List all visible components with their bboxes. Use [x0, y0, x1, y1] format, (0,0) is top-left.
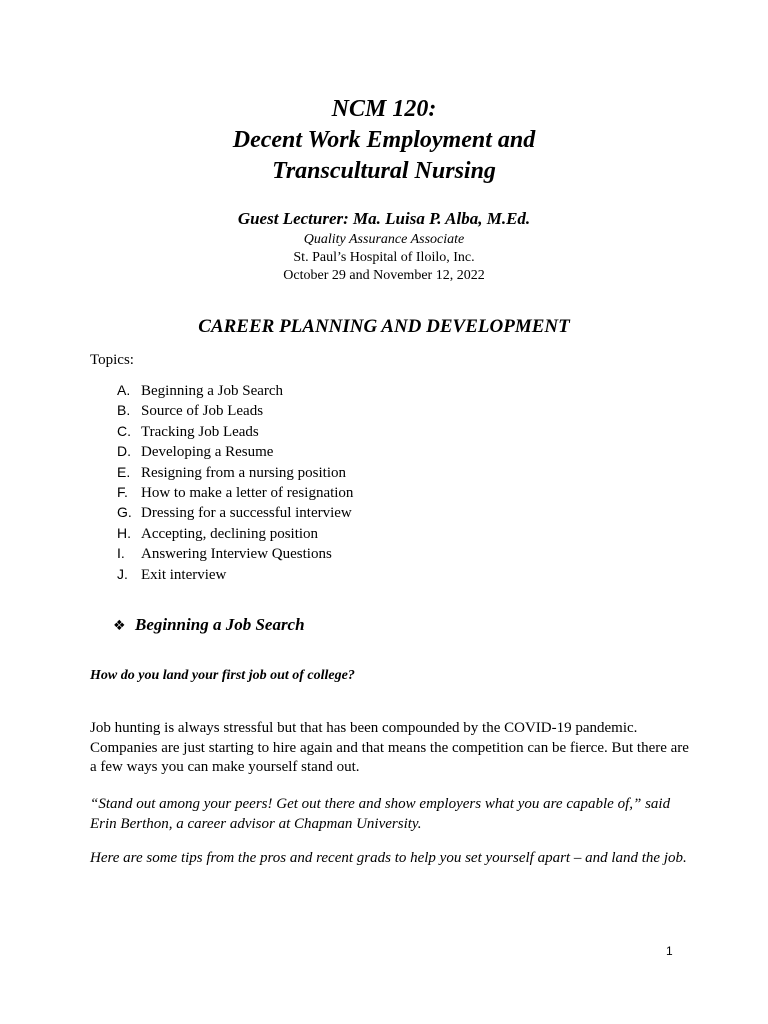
topic-text: Source of Job Leads	[141, 403, 264, 420]
lecturer-name: Guest Lecturer: Ma. Luisa P. Alba, M.Ed.	[237, 209, 531, 228]
subsection-heading-text: Beginning a Job Search	[135, 615, 305, 634]
topic-text: Dressing for a successful interview	[141, 505, 352, 522]
topics-list	[117, 380, 353, 584]
page-number: 1	[666, 944, 673, 958]
topic-text: Accepting, declining position	[141, 525, 319, 542]
lecturer-info	[0, 207, 768, 285]
course-title-line2: Transcultural Nursing	[272, 158, 496, 184]
topic-letter: E.	[117, 463, 131, 480]
topic-text: Answering Interview Questions	[141, 546, 332, 563]
topic-letter: A.	[117, 382, 131, 398]
topic-item	[117, 543, 353, 563]
lecturer-institution: St. Paul’s Hospital of Iloilo, Inc.	[293, 250, 475, 265]
document-title	[0, 94, 768, 187]
topic-item	[117, 502, 353, 522]
topic-text: Resigning from a nursing position	[141, 464, 346, 481]
body-paragraph: Job hunting is always stressful but that has been compounded by the COVID-19 pandemic. Companies are just starting to hire again and that means the competition can be fierce. But there are a few ways you can make yourself stand out.	[90, 720, 689, 775]
topic-text: Beginning a Job Search	[141, 383, 284, 399]
topic-text: Exit interview	[141, 566, 227, 583]
topic-item	[117, 564, 353, 584]
course-title-line1: Decent Work Employment and	[232, 127, 536, 153]
topic-text: How to make a letter of resignation	[141, 484, 354, 501]
lecture-dates: October 29 and November 12, 2022	[283, 268, 485, 283]
course-code: NCM 120:	[331, 96, 437, 122]
diamond-bullet-icon: ❖	[113, 618, 126, 634]
topic-item	[117, 523, 353, 543]
topic-letter: H.	[117, 524, 131, 541]
topic-item	[117, 482, 353, 502]
quote-paragraph: “Stand out among your peers! Get out there and show employers what you are capable of,” said Erin Berthon, a career advisor at Chapman University.	[90, 796, 671, 832]
topic-letter: C.	[117, 422, 131, 439]
section-heading: CAREER PLANNING AND DEVELOPMENT	[198, 316, 570, 337]
topic-letter: J.	[117, 565, 128, 582]
topic-letter: B.	[117, 402, 131, 419]
topics-label: Topics:	[90, 352, 134, 368]
topic-item	[117, 441, 353, 461]
topic-letter: D.	[117, 443, 131, 460]
subsection-question: How do you land your first job out of college?	[90, 668, 355, 683]
topic-item	[117, 380, 353, 400]
tips-paragraph: Here are some tips from the pros and recent grads to help you set yourself apart – and land the job.	[90, 850, 687, 866]
topic-letter: F.	[117, 483, 128, 500]
topic-letter: G.	[117, 504, 132, 521]
topic-item	[117, 400, 353, 420]
topic-item	[117, 421, 353, 441]
subsection-heading	[113, 614, 305, 637]
topic-item	[117, 462, 353, 482]
topic-text: Tracking Job Leads	[141, 423, 259, 440]
topic-letter: I.	[117, 545, 125, 562]
topic-text: Developing a Resume	[141, 444, 274, 461]
lecturer-role: Quality Assurance Associate	[303, 232, 465, 247]
